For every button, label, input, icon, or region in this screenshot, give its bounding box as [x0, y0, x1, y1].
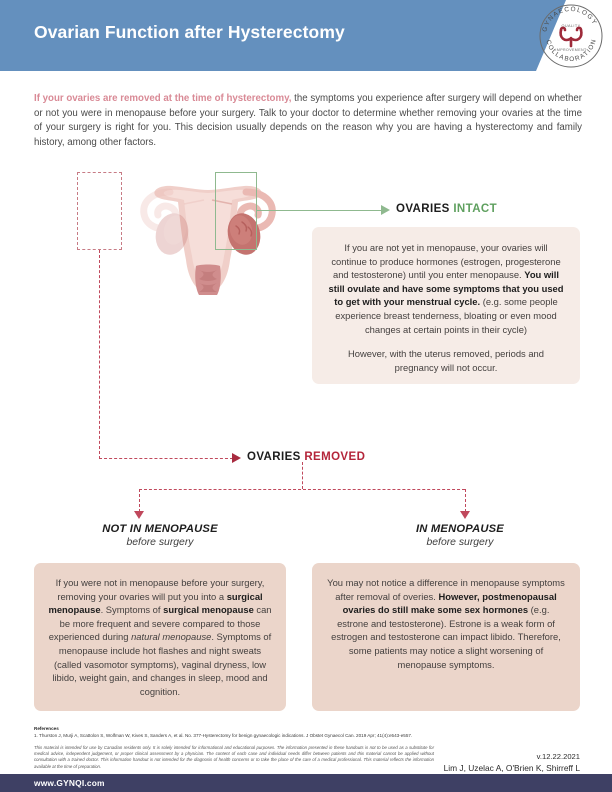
left-text-d: . Symptoms of menopause include hot flashes and night sweats (called vasomotor symptoms), vaginal dryness, low libido, weight gain, and changes in sleep, mood and cognition. — [52, 631, 272, 697]
subhead-in-menopause-title: IN MENOPAUSE — [416, 523, 504, 535]
card-in-menopause-text — [326, 576, 566, 671]
right-text-bold: However, postmenopausal ovaries do still make some sex hormones — [342, 590, 557, 616]
branch-arrow-right-icon — [460, 511, 470, 519]
branch-arrow-left-icon — [134, 511, 144, 519]
subhead-not-in-menopause-title: NOT IN MENOPAUSE — [102, 523, 218, 535]
right-text-b: (e.g. estrone and testosterone). Estrone is a weak form of estrogen and testosterone can impact libido. Therefore, some patients may notice a slight worsening of menopause symptoms. — [331, 604, 561, 670]
removed-ovary-highlight-box — [77, 172, 122, 250]
card-intact-paragraph-2: However, with the uterus removed, periods and pregnancy will not occur. — [348, 348, 544, 373]
card-in-menopause — [312, 563, 580, 711]
branch-crossbar — [139, 489, 465, 490]
arrow-intact-icon — [381, 205, 390, 215]
branch-drop-right — [465, 489, 466, 512]
version-label: v.12.22.2021 — [536, 752, 580, 761]
right-text-a: You may not notice a difference in menopause symptoms after removal of overies. — [327, 577, 565, 602]
connector-line-removed-horizontal — [99, 458, 233, 459]
svg-text:COLLABORATION: COLLABORATION — [544, 37, 598, 64]
intact-p1-bold: You will still ovulate and have some symptoms that you used to get with your menstrual cycle. — [328, 269, 564, 308]
card-not-in-menopause-text — [48, 576, 272, 698]
left-text-a: If you were not in menopause before your surgery, removing your ovaries will put you into a — [55, 577, 265, 602]
intro-body: the symptoms you experience after surgery will depend on whether or not you were in menopause before your surgery. Talk to your doctor to determine whether removing your ovaries at the time of your surgery is right for you. This decision usually depends on the reason why you are having a hysterectomy and family history, among other factors. — [34, 93, 582, 148]
subhead-not-in-menopause — [60, 523, 260, 548]
gynqi-logo — [537, 2, 605, 70]
arrow-removed-icon — [232, 453, 241, 463]
label-ovaries-removed-state: REMOVED — [304, 451, 366, 463]
svg-text:IMPROVEMENT: IMPROVEMENT — [555, 48, 587, 52]
page-header — [0, 0, 612, 71]
left-text-c: can be more frequent and severe compared to those experienced during — [48, 604, 272, 643]
intact-ovary-highlight-box — [215, 172, 257, 250]
card-not-in-menopause — [34, 563, 286, 711]
label-ovaries-intact-state: INTACT — [453, 203, 498, 215]
subhead-not-in-menopause-sub: before surgery — [126, 537, 194, 548]
disclaimer-text: This material is intended for use by Canadian residents only. It is solely intended for informational and educational purposes. The information presented in these handouts is not to be used as a substitute for medical advice, independent judgement, or proper clinical assessment by a physician. The content of each case and individual needs differ between patients and this material cannot be applied without consultation with a trained doctor. This information handout is not intended for the diagnosis of health concerns or to take the place of the care of a medical professional. This material reflects the information available at the time of preparation. — [34, 745, 434, 769]
references-heading: References — [34, 726, 59, 731]
left-text-bold-1: surgical menopause — [48, 590, 263, 616]
intact-p1-a: If you are not yet in menopause, your ovaries will continue to produce hormones (estrogen, progesterone and testosterone) until you enter menopause. — [331, 242, 561, 281]
label-ovaries-removed-prefix: OVARIES — [247, 451, 301, 463]
left-text-italic: natural menopause — [131, 631, 212, 643]
card-intact-spacer — [328, 336, 564, 347]
svg-text:QUALITY: QUALITY — [561, 24, 581, 28]
reference-item-1: 1. Thurston J, Murji A, Scattolon S, Wolfman W, Kives S, Sanders A, et al. No. 377-Hysterectomy for benign gynaecologic indications. J Obstet Gynaecol Can. 2019 Apr; 41(4):e543-e557. — [34, 733, 413, 738]
connector-line-removed-vertical — [99, 250, 101, 459]
label-ovaries-intact-prefix: OVARIES — [396, 203, 450, 215]
page-title: Ovarian Function after Hysterectomy — [34, 22, 345, 42]
card-ovaries-intact — [312, 227, 580, 384]
intro-lead: If your ovaries are removed at the time of hysterectomy, — [34, 93, 292, 104]
label-ovaries-removed — [247, 451, 365, 463]
intro-paragraph — [34, 92, 582, 150]
svg-text:GYNAECOLOGY: GYNAECOLOGY — [541, 5, 599, 33]
subhead-in-menopause-sub: before surgery — [426, 537, 494, 548]
subhead-in-menopause — [360, 523, 560, 548]
label-ovaries-intact — [396, 203, 497, 215]
authors-label: Lim J, Uzelac A, O'Brien K, Shirreff L — [443, 763, 580, 773]
left-text-bold-2: surgical menopause — [163, 604, 254, 616]
intact-p1-b: (e.g. some people experience breast tenderness, bloating or even mood changes at certain points in their cycle) — [335, 296, 558, 335]
website-link[interactable]: www.GYNQI.com — [34, 778, 105, 788]
branch-stem — [302, 462, 303, 489]
connector-line-intact — [257, 210, 383, 211]
left-text-b: . Symptoms of — [100, 604, 164, 616]
card-intact-paragraph-1 — [328, 241, 564, 336]
branch-drop-left — [139, 489, 140, 512]
